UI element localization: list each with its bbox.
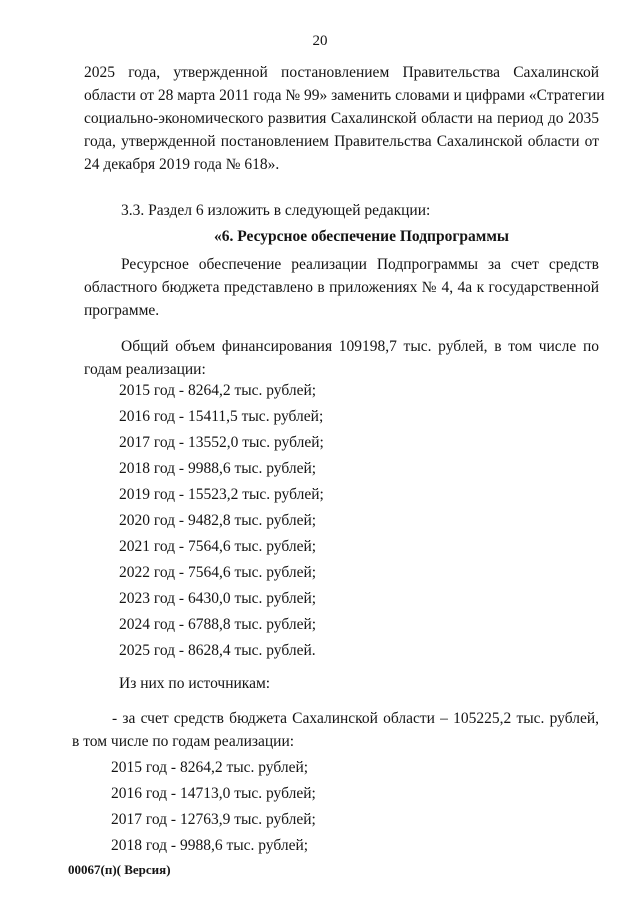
sources-label: Из них по источникам:	[119, 675, 271, 692]
list-item: 2017 год - 13552,0 тыс. рублей;	[119, 434, 324, 451]
regional-by-year-list	[111, 755, 316, 859]
text-line: социально-экономического развития Сахалинской области на период до 2035	[84, 110, 599, 127]
text-line: Общий объем финансирования 109198,7 тыс. рублей, в том числе по	[121, 338, 599, 355]
list-item: 2017 год - 12763,9 тыс. рублей;	[111, 811, 316, 828]
text-line: 24 декабря 2019 года № 618».	[84, 156, 280, 173]
text-line: областного бюджета представлено в приложениях № 4, 4а к государственной	[84, 279, 599, 296]
resource-paragraph	[84, 253, 599, 322]
list-item: 2020 год - 9482,8 тыс. рублей;	[119, 512, 317, 529]
text-line: годам реализации:	[84, 361, 206, 378]
list-item: 2018 год - 9988,6 тыс. рублей;	[111, 837, 309, 854]
list-item: 2022 год - 7564,6 тыс. рублей;	[119, 564, 317, 581]
total-by-year-list	[119, 378, 324, 664]
footer-version-code: 00067(п)( Версия)	[68, 862, 171, 877]
total-funding-paragraph	[84, 335, 599, 381]
list-item: 2023 год - 6430,0 тыс. рублей;	[119, 590, 317, 607]
list-item: 2016 год - 14713,0 тыс. рублей;	[111, 785, 316, 802]
page-number: 20	[312, 33, 328, 49]
list-item: 2025 год - 8628,4 тыс. рублей.	[119, 642, 316, 659]
clause-paragraph	[84, 199, 599, 222]
list-item: 2015 год - 8264,2 тыс. рублей;	[119, 382, 317, 399]
text-line: 2025 года, утвержденной постановлением Правительства Сахалинской	[84, 64, 599, 81]
list-item: 2021 год - 7564,6 тыс. рублей;	[119, 538, 317, 555]
section-block	[84, 224, 599, 250]
text-line: в том числе по годам реализации:	[72, 733, 295, 750]
text-line: - за счет средств бюджета Сахалинской области – 105225,2 тыс. рублей,	[112, 710, 599, 727]
list-item: 2015 год - 8264,2 тыс. рублей;	[111, 759, 309, 776]
intro-paragraph	[84, 61, 605, 176]
regional-budget-paragraph	[72, 707, 599, 753]
clause-text: 3.3. Раздел 6 изложить в следующей редакции:	[121, 202, 431, 219]
list-item: 2024 год - 6788,8 тыс. рублей;	[119, 616, 317, 633]
list-item: 2018 год - 9988,6 тыс. рублей;	[119, 460, 317, 477]
list-item: 2016 год - 15411,5 тыс. рублей;	[119, 408, 324, 425]
sources-block	[119, 671, 270, 697]
list-item: 2019 год - 15523,2 тыс. рублей;	[119, 486, 324, 503]
text-line: программе.	[84, 302, 160, 319]
text-line: области от 28 марта 2011 года № 99» заменить словами и цифрами «Стратегии	[84, 87, 605, 104]
section-heading: «6. Ресурсное обеспечение Подпрограммы	[214, 228, 509, 245]
text-line: года, утвержденной постановлением Правительства Сахалинской области от	[84, 133, 599, 150]
text-line: Ресурсное обеспечение реализации Подпрограммы за счет средств	[121, 256, 599, 273]
